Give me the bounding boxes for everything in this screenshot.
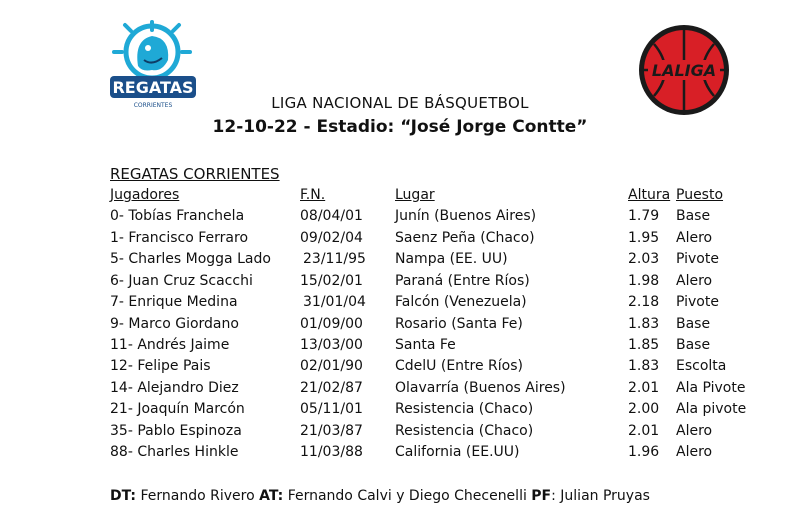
player-birth: 13/03/00 — [300, 337, 363, 353]
player-name: 88- Charles Hinkle — [110, 444, 239, 460]
player-height: 2.01 — [628, 423, 660, 439]
table-row — [0, 273, 800, 293]
player-name: 14- Alejandro Diez — [110, 380, 239, 396]
player-name: 35- Pablo Espinoza — [110, 423, 242, 439]
player-name: 21- Joaquín Marcón — [110, 401, 245, 417]
coaching-staff — [110, 488, 650, 504]
dt-label: DT: — [110, 488, 137, 504]
laliga-logo-text: LALIGA — [651, 61, 717, 80]
player-position: Pivote — [676, 251, 719, 267]
table-row — [0, 230, 800, 250]
player-name: 11- Andrés Jaime — [110, 337, 230, 353]
player-birth: 02/01/90 — [300, 358, 363, 374]
regatas-logo-text: REGATAS — [112, 78, 194, 97]
player-name: 9- Marco Giordano — [110, 316, 239, 332]
player-place: Resistencia (Chaco) — [395, 423, 534, 439]
table-row — [0, 444, 800, 464]
player-position: Base — [676, 208, 711, 224]
player-position: Alero — [676, 273, 713, 289]
table-row — [0, 380, 800, 400]
player-place: Paraná (Entre Ríos) — [395, 273, 530, 289]
team-name: REGATAS CORRIENTES — [110, 165, 280, 183]
pf-label: PF — [531, 488, 552, 504]
dt-name: Fernando Rivero — [140, 488, 255, 504]
player-position: Escolta — [676, 358, 727, 374]
table-row — [0, 294, 800, 314]
column-header-player: Jugadores — [110, 187, 180, 203]
player-place: CdelU (Entre Ríos) — [395, 358, 523, 374]
player-height: 2.03 — [628, 251, 660, 267]
player-place: Saenz Peña (Chaco) — [395, 230, 535, 246]
column-header-place: Lugar — [395, 187, 435, 203]
player-height: 2.01 — [628, 380, 660, 396]
column-header-birth: F.N. — [300, 187, 326, 203]
player-height: 2.00 — [628, 401, 660, 417]
player-position: Ala Pivote — [676, 380, 746, 396]
player-height: 1.83 — [628, 316, 660, 332]
player-position: Base — [676, 337, 711, 353]
player-height: 1.79 — [628, 208, 660, 224]
player-birth: 01/09/00 — [300, 316, 363, 332]
column-header-position: Puesto — [676, 187, 724, 203]
player-name: 7- Enrique Medina — [110, 294, 238, 310]
player-position: Alero — [676, 444, 713, 460]
player-place: Rosario (Santa Fe) — [395, 316, 523, 332]
player-name: 0- Tobías Franchela — [110, 208, 245, 224]
pf-name: : Julian Pruyas — [551, 488, 650, 504]
at-name: Fernando Calvi y Diego Checenelli — [287, 488, 527, 504]
player-height: 1.98 — [628, 273, 660, 289]
table-row — [0, 401, 800, 421]
column-header-height: Altura — [628, 187, 671, 203]
player-place: Olavarría (Buenos Aires) — [395, 380, 566, 396]
player-height: 1.95 — [628, 230, 660, 246]
player-birth: 09/02/04 — [300, 230, 363, 246]
player-name: 5- Charles Mogga Lado — [110, 251, 271, 267]
player-name: 12- Felipe Pais — [110, 358, 211, 374]
player-height: 2.18 — [628, 294, 660, 310]
player-place: Junín (Buenos Aires) — [395, 208, 537, 224]
player-name: 6- Juan Cruz Scacchi — [110, 273, 253, 289]
player-birth: 05/11/01 — [300, 401, 363, 417]
player-place: California (EE.UU) — [395, 444, 520, 460]
player-height: 1.96 — [628, 444, 660, 460]
player-birth: 15/02/01 — [300, 273, 363, 289]
player-position: Pivote — [676, 294, 719, 310]
player-position: Alero — [676, 230, 713, 246]
league-title: LIGA NACIONAL DE BÁSQUETBOL — [271, 94, 529, 112]
table-row — [0, 423, 800, 443]
table-row — [0, 337, 800, 357]
player-birth: 21/03/87 — [300, 423, 363, 439]
player-place: Nampa (EE. UU) — [395, 251, 508, 267]
player-birth: 31/01/04 — [303, 294, 366, 310]
table-row — [0, 208, 800, 228]
player-place: Santa Fe — [395, 337, 456, 353]
player-birth: 23/11/95 — [303, 251, 366, 267]
player-position: Ala pivote — [676, 401, 747, 417]
player-birth: 21/02/87 — [300, 380, 363, 396]
player-birth: 11/03/88 — [300, 444, 363, 460]
player-height: 1.85 — [628, 337, 660, 353]
table-row — [0, 251, 800, 271]
player-place: Resistencia (Chaco) — [395, 401, 534, 417]
match-subtitle: 12-10-22 - Estadio: “José Jorge Contte” — [212, 117, 588, 137]
player-height: 1.83 — [628, 358, 660, 374]
regatas-logo-subtext: CORRIENTES — [133, 102, 173, 109]
table-row — [0, 358, 800, 378]
at-label: AT: — [259, 488, 284, 504]
player-place: Falcón (Venezuela) — [395, 294, 527, 310]
player-name: 1- Francisco Ferraro — [110, 230, 249, 246]
player-position: Base — [676, 316, 711, 332]
player-birth: 08/04/01 — [300, 208, 363, 224]
table-header — [0, 187, 800, 207]
player-position: Alero — [676, 423, 713, 439]
table-row — [0, 316, 800, 336]
